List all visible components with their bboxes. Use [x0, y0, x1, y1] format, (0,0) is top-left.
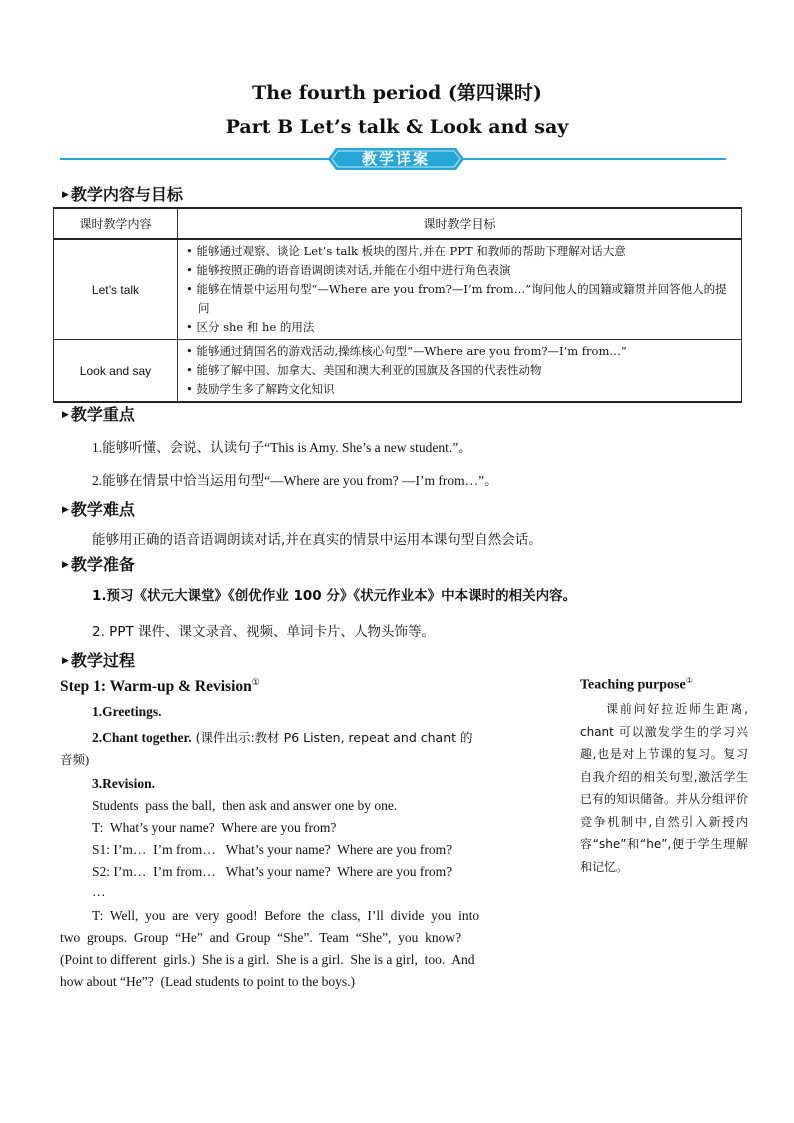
chant-label: 2.Chant together.	[92, 730, 192, 745]
section-marker-icon: ▶	[62, 505, 69, 515]
key-point-2: 2.能够在情景中恰当运用句型“—Where are you from? —I’m from…”。	[92, 473, 498, 488]
footnote-mark: ①	[251, 677, 260, 687]
dialogue-line: T: What’s your name? Where are you from?	[92, 820, 337, 835]
section-heading-difficulties	[62, 497, 135, 520]
column-header-goal: 课时教学目标	[178, 208, 742, 239]
sidebar-title-text: Teaching purpose	[580, 677, 686, 693]
section-heading-key-points	[62, 402, 135, 425]
footnote-mark: ①	[685, 676, 693, 685]
goal-item: • 能够在情景中运用句型“—Where are you from?—I’m from…”询问他人的国籍或籍贯并回答他人的提问	[186, 280, 733, 318]
goal-item: • 能够按照正确的语音语调朗读对话,并能在小组中进行角色表演	[186, 261, 733, 280]
section-title: 教学准备	[70, 555, 135, 574]
column-header-content: 课时教学内容	[54, 208, 178, 239]
table-row	[54, 239, 742, 340]
section-heading-process	[62, 648, 135, 671]
paragraph-line: (Point to different girls.) She is a girl. She is a girl. She is a girl, too. And	[60, 952, 475, 967]
goal-item: • 能够通过猜国名的游戏活动,操练核心句型“—Where are you from?—I’m from…”	[186, 342, 733, 361]
preparation-item-1: 1.预习《状元大课堂》《创优作业 100 分》《状元作业本》中本课时的相关内容。	[92, 588, 577, 604]
goal-item: • 区分 she 和 he 的用法	[186, 318, 733, 337]
paragraph-line: two groups. Group “He” and Group “She”. Team “She”, you know?	[60, 930, 462, 945]
page-title: The fourth period (第四课时)	[252, 82, 542, 104]
chant-text: (课件出示:教材 P6 Listen, repeat and chant 的	[191, 730, 473, 745]
step-greetings: 1.Greetings.	[92, 704, 162, 719]
sidebar-text: 课前问好拉近师生距离, chant 可以激发学生的学习兴趣,也是对上节课的复习。复习自我介绍的相关句型,激活学生已有的知识储备。并从分组评价竞争机制中,自然引入新授内容“she”和“he”,便于学生理解和记忆。	[580, 702, 749, 874]
goal-item: • 能够通过观察、谈论 Let’s talk 板块的图片,并在 PPT 和教师的帮助下理解对话大意	[186, 242, 733, 261]
step-title-text: Step 1: Warm-up & Revision	[60, 678, 252, 696]
row-name: Let’s talk	[54, 239, 178, 340]
section-title: 教学内容与目标	[70, 185, 183, 204]
preparation-item-2: 2. PPT 课件、课文录音、视频、单词卡片、人物头饰等。	[92, 624, 435, 640]
section-title: 教学过程	[70, 651, 135, 670]
dialogue-line: …	[92, 884, 106, 899]
paragraph-line: T: Well, you are very good! Before the class, I’ll divide you into	[92, 908, 480, 923]
paragraph-line: how about “He”? (Lead students to point to the boys.)	[60, 974, 356, 989]
step-title	[60, 677, 260, 696]
chant-text-cont: 音频)	[60, 753, 90, 767]
difficulty-text: 能够用正确的语音语调朗读对话,并在真实的情景中运用本课句型自然会话。	[92, 532, 542, 548]
sidebar-title	[580, 676, 693, 694]
step-revision: 3.Revision.	[92, 776, 156, 791]
section-marker-icon: ▶	[62, 656, 69, 666]
section-marker-icon: ▶	[62, 410, 69, 420]
step-chant	[92, 728, 473, 746]
dialogue-line: Students pass the ball, then ask and answer one by one.	[92, 798, 398, 813]
banner-label: 教学详案	[361, 150, 430, 168]
section-marker-icon: ▶	[62, 560, 69, 570]
objectives-table	[53, 207, 742, 403]
table-row	[54, 340, 742, 403]
page-subtitle: Part B Let’s talk & Look and say	[225, 116, 569, 138]
section-marker-icon: ▶	[62, 190, 69, 200]
section-title: 教学重点	[70, 405, 135, 424]
dialogue-line: S2: I’m… I’m from… What’s your name? Where are you from?	[92, 864, 453, 879]
row-goals	[178, 340, 742, 403]
goal-item: • 鼓励学生多了解跨文化知识	[186, 380, 733, 399]
dialogue-line: S1: I’m… I’m from… What’s your name? Where are you from?	[92, 842, 453, 857]
goal-item: • 能够了解中国、加拿大、美国和澳大利亚的国旗及各国的代表性动物	[186, 361, 733, 380]
key-point-1: 1.能够听懂、会说、认读句子“This is Amy. She’s a new student.”。	[92, 440, 472, 455]
section-title: 教学难点	[70, 500, 135, 519]
table-header-row	[54, 208, 742, 239]
section-heading-preparation	[62, 552, 135, 575]
section-heading-objectives	[62, 182, 183, 205]
row-goals	[178, 239, 742, 340]
row-name: Look and say	[54, 340, 178, 403]
